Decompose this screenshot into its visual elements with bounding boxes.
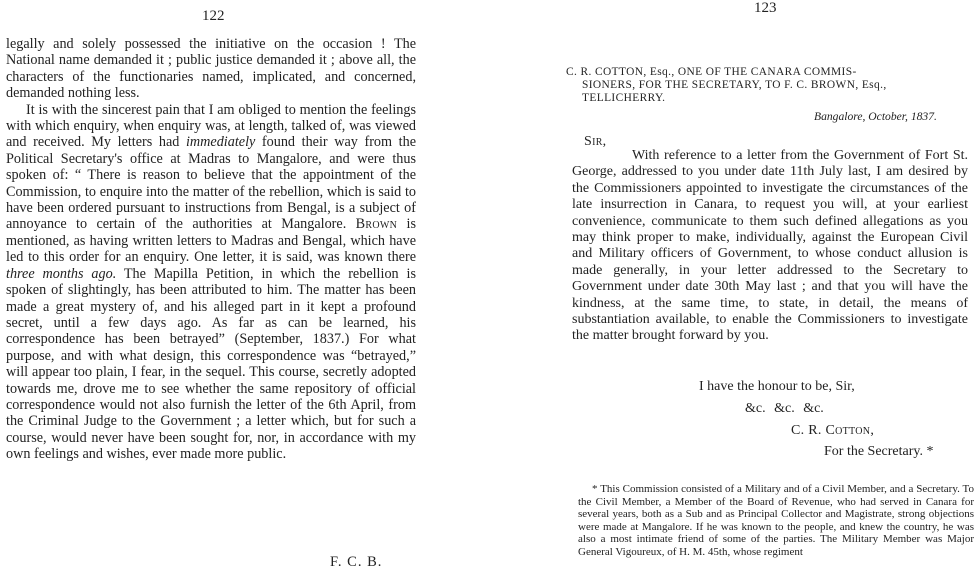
text-run: It is with the sincerest pain that I am obliged to mention the feelings with which enquiry, when enquiry was, at length, talked of, was viewed and received. My letters had: [6, 101, 416, 151]
heading-line: SIONERS, FOR THE SECRETARY, TO F. C. BROWN, Esq.,: [582, 79, 887, 92]
signature: F. C. B.: [330, 554, 383, 570]
dateline: Bangalore, October, 1837.: [814, 110, 937, 123]
salutation: Sir,: [584, 134, 607, 149]
left-page: [0, 0, 440, 572]
footnote: [578, 483, 974, 559]
text-run: The Mapilla Petition, in which the rebellion is spoken of slightingly, has been attributed to him. The matter has been made a great mystery of, and his alleged part in it kept a profound secret, until a few days ago. As far as can be learned, his correspondence has been betrayed” (September, 1837.) For what purpose, and with what design, this correspondence was “betrayed,” will appear too plain, I fear, in the sequel. This course, secretly adopted towards me, drove me to see whether the same repository of official correspondence would not also furnish the letter of the 6th April, from the Criminal Judge to the Government ; a letter which, but for such a course, would never have been sought for, nor, in accordance with my own feelings and wishes, ever made more public.: [6, 265, 416, 463]
right-page: [556, 0, 980, 572]
page-number: 122: [202, 8, 225, 24]
closing-line: &c. &c. &c.: [745, 401, 824, 416]
heading-line: TELLICHERRY.: [582, 92, 666, 105]
footnote-text: * This Commission consisted of a Military and of a Civil Member, and a Secretary. To the Civil Member, a Member of the Board of Revenue, who had served in Canara for several years, both as a Sub and as Principal Collector and Magistrate, strong objections were made at Mangalore. If he was known to the people, and knew the country, he was also a most intimate friend of some of the parties. The Military Member was Major General Vigoureux, of H. M. 45th, whose regiment: [578, 483, 974, 558]
body-paragraph: [6, 102, 416, 463]
letter-heading: [566, 66, 966, 106]
text-run: is mentioned, as having written letters to Madras and Bengal, which have led to this order for an enquiry. One letter, it is said, was known there: [6, 216, 416, 266]
body-paragraph: [6, 36, 416, 102]
letter-body: [572, 148, 968, 345]
text-run: legally and solely possessed the initiative on the occasion ! The National name demanded it ; public justice demanded it ; above all, the characters of the functionaries named, implicated, and concerned, demanded nothing less.: [6, 36, 416, 102]
italic-text: three months ago.: [6, 265, 117, 282]
small-caps-text: Brown: [355, 216, 398, 233]
body-text: [6, 36, 416, 463]
page-number: 123: [754, 0, 777, 16]
closing-line: I have the honour to be, Sir,: [699, 379, 855, 394]
closing-signature: C. R. Cotton,: [791, 423, 875, 438]
italic-text: immediately: [185, 134, 256, 151]
heading-line: C. R. COTTON, Esq., ONE OF THE CANARA COMMIS-: [566, 66, 857, 78]
closing-line: For the Secretary. *: [824, 444, 934, 459]
text-run: found their way from the Political Secretary's office at Madras to Mangalore, and were thus spoken of: “ There is reason to believe that the appointment of the Commission, to enquire into the matter of the rebellion, which is said to have been ordered pursuant to instructions from Bengal, is a subject of annoyance to certain of the authorities at Mangalore.: [6, 134, 416, 233]
letter-paragraph: With reference to a letter from the Government of Fort St. George, addressed to you under date 11th July last, I am desired by the Commissioners appointed to investigate the circumstances of the late insurrection in Canara, to request you will, at your earliest convenience, communicate to them such defined allegations as you may think proper to make, individually, against the European Civil and Military officers of Government, to whose conduct allusion is made generally, in your letter addressed to the Secretary to Government under date 30th May last ; and that you will have the kindness, at the same time, to state, in detail, the means of substantiation available, to enable the Commissioners to investigate the matter brought forward by you.: [572, 148, 968, 344]
